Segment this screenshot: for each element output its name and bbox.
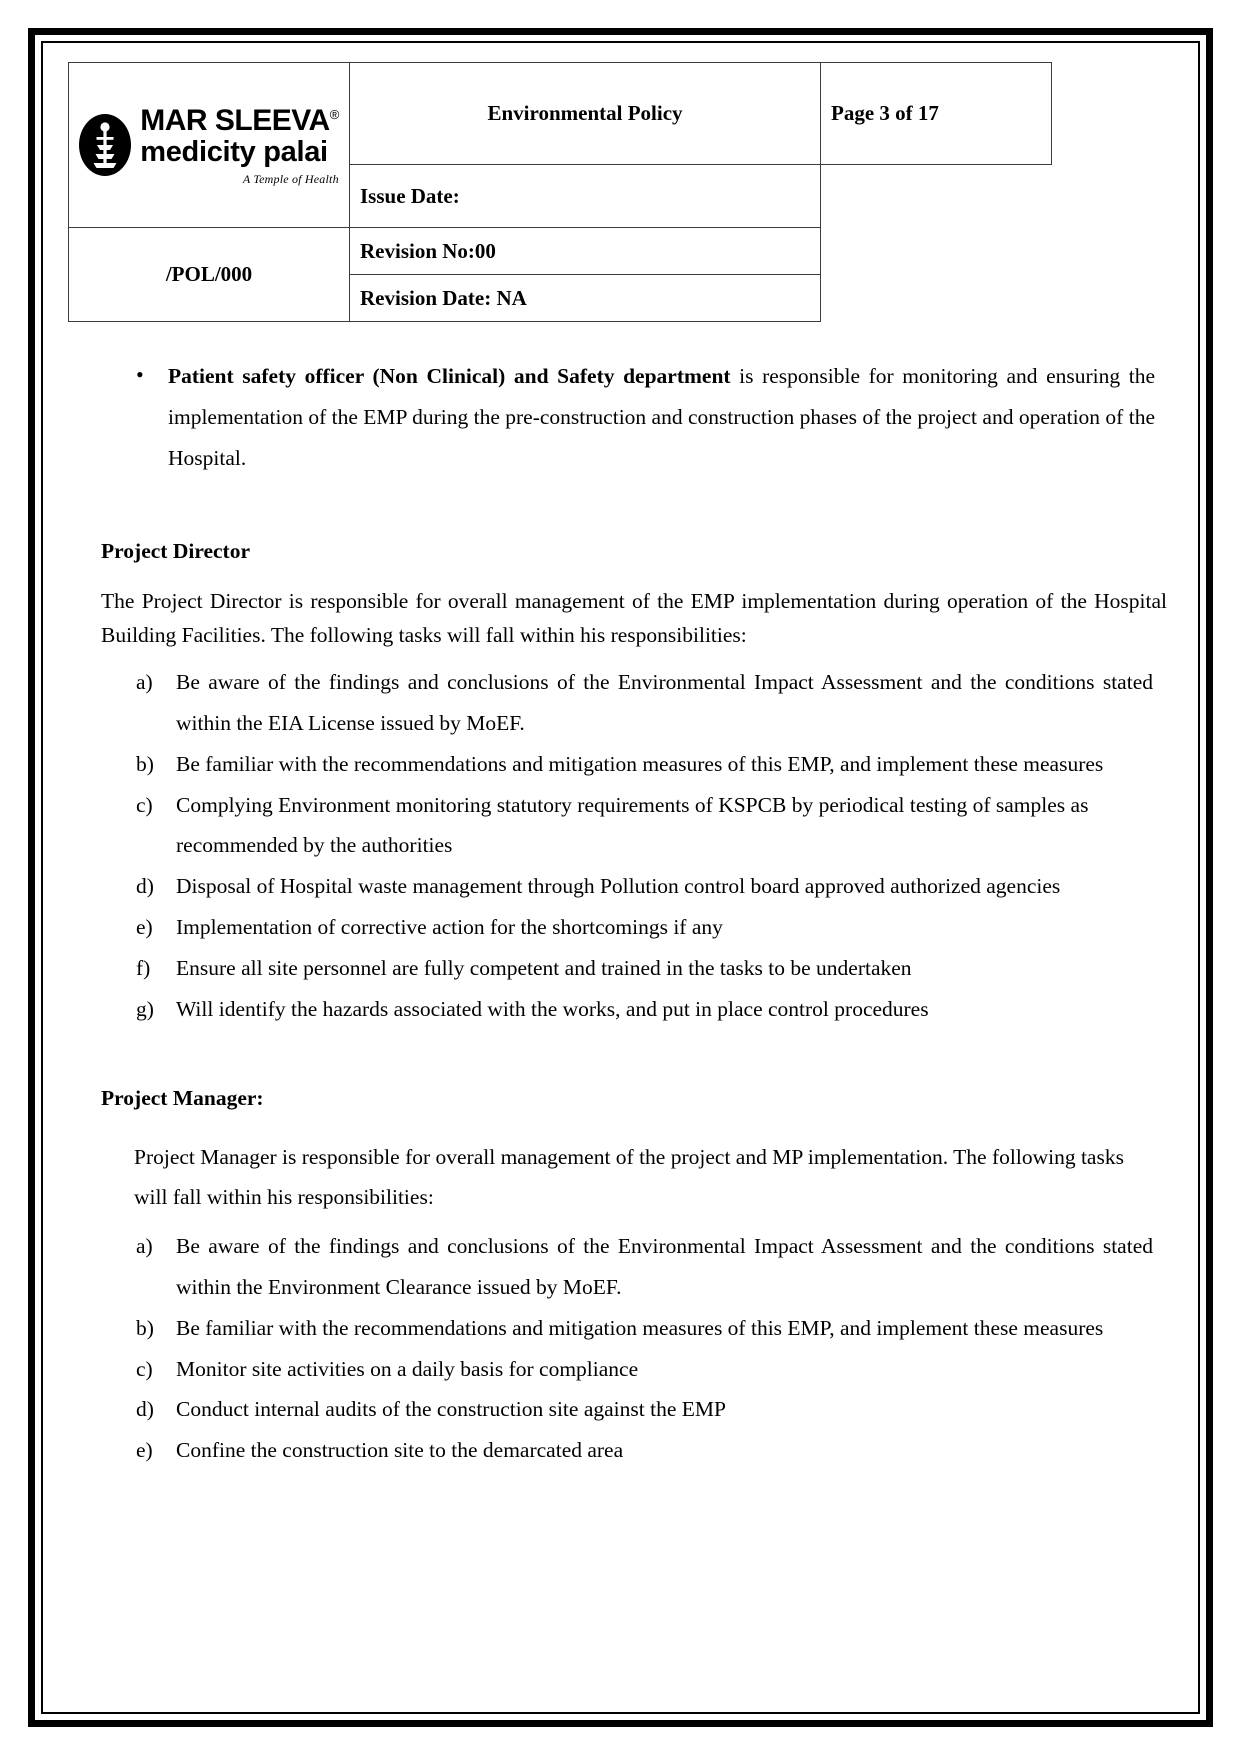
header-row-revision-no <box>69 228 1052 275</box>
list-item-text: Conduct internal audits of the construction site against the EMP <box>176 1397 726 1422</box>
list-item <box>68 866 1173 907</box>
list-item <box>68 1226 1173 1308</box>
bullet-icon: • <box>136 362 144 387</box>
project-manager-task-list <box>68 1226 1173 1471</box>
project-director-task-list <box>68 662 1173 1030</box>
list-item <box>68 1430 1173 1471</box>
list-marker: a) <box>136 1233 153 1258</box>
list-item <box>68 356 1173 479</box>
hospital-logo <box>73 103 345 186</box>
list-item-text: Be aware of the findings and conclusions of the Environmental Impact Assessment and the conditions stated within the Environment Clearance issued by MoEF. <box>176 1233 1153 1299</box>
list-item <box>68 1308 1173 1349</box>
document-code-cell: /POL/000 <box>69 228 350 322</box>
list-item-text: Disposal of Hospital waste management through Pollution control board approved authorized agencies <box>176 874 1061 899</box>
list-marker: c) <box>136 1356 153 1381</box>
bullet-bold-lead: Patient safety officer (Non Clinical) and Safety department <box>168 364 731 388</box>
page-number-cell: Page 3 of 17 <box>821 63 1052 165</box>
section-intro-project-director: The Project Director is responsible for overall management of the EMP implementation during operation of the Hospital Building Facilities. The following tasks will fall within his responsibilities: <box>101 589 1167 647</box>
list-item <box>68 785 1173 867</box>
section-heading-project-director: Project Director <box>101 538 251 563</box>
list-marker: f) <box>136 955 151 980</box>
list-marker: d) <box>136 874 154 899</box>
logo-emblem-icon <box>79 114 131 176</box>
list-marker: a) <box>136 670 153 694</box>
list-item-text: Monitor site activities on a daily basis for compliance <box>176 1356 639 1381</box>
list-item-text: Ensure all site personnel are fully competent and trained in the tasks to be undertaken <box>176 955 912 980</box>
document-body <box>68 356 1173 1471</box>
list-item-text: Be aware of the findings and conclusions of the Environmental Impact Assessment and the conditions stated within the EIA License issued by MoEF. <box>176 670 1153 735</box>
list-item <box>68 948 1173 989</box>
section-intro-project-manager: Project Manager is responsible for overall management of the project and MP implementation. The following tasks will fall within his responsibilities: <box>134 1145 1124 1210</box>
list-marker: e) <box>136 1438 153 1463</box>
list-item <box>68 907 1173 948</box>
document-title-cell: Environmental Policy <box>350 63 821 165</box>
registered-trademark-icon: ® <box>329 106 339 122</box>
list-item-text: Confine the construction site to the demarcated area <box>176 1438 624 1463</box>
logo-tagline: A Temple of Health <box>242 171 339 186</box>
list-item-text: Complying Environment monitoring statutory requirements of KSPCB by periodical testing of samples as recommended by the authorities <box>176 792 1089 858</box>
logo-wordmark <box>140 103 339 186</box>
list-item-text: Implementation of corrective action for the shortcomings if any <box>176 915 723 940</box>
list-item <box>68 989 1173 1030</box>
revision-no-cell: Revision No:00 <box>350 228 821 275</box>
list-item <box>68 1349 1173 1390</box>
responsibility-bullet-list <box>68 356 1173 479</box>
list-item <box>68 744 1173 785</box>
revision-date-cell: Revision Date: NA <box>350 275 821 322</box>
issue-date-cell: Issue Date: <box>350 165 821 228</box>
list-marker: b) <box>136 1315 154 1340</box>
list-marker: d) <box>136 1397 154 1422</box>
list-item-text: Will identify the hazards associated with the works, and put in place control procedures <box>176 996 929 1021</box>
bullet-rest-text: is responsible for monitoring and ensuring the implementation of the EMP during the pre-construction and construction phases of the project and operation of the Hospital. <box>168 364 1155 470</box>
logo-line-1: MAR SLEEVA® <box>140 103 339 137</box>
list-item-text: Be familiar with the recommendations and mitigation measures of this EMP, and implement these measures <box>176 751 1104 776</box>
section-heading-project-manager: Project Manager: <box>101 1085 264 1110</box>
list-item <box>68 1389 1173 1430</box>
list-marker: e) <box>136 915 153 940</box>
list-item-text: Be familiar with the recommendations and mitigation measures of this EMP, and implement these measures <box>176 1315 1104 1340</box>
document-header-table <box>68 62 1052 322</box>
page-content <box>68 62 1173 1471</box>
list-marker: b) <box>136 751 154 776</box>
header-row-top <box>69 63 1052 165</box>
list-marker: g) <box>136 996 154 1021</box>
list-item <box>68 662 1173 744</box>
list-marker: c) <box>136 792 153 817</box>
logo-line-2: medicity palai <box>140 135 328 168</box>
logo-cell <box>69 63 350 228</box>
